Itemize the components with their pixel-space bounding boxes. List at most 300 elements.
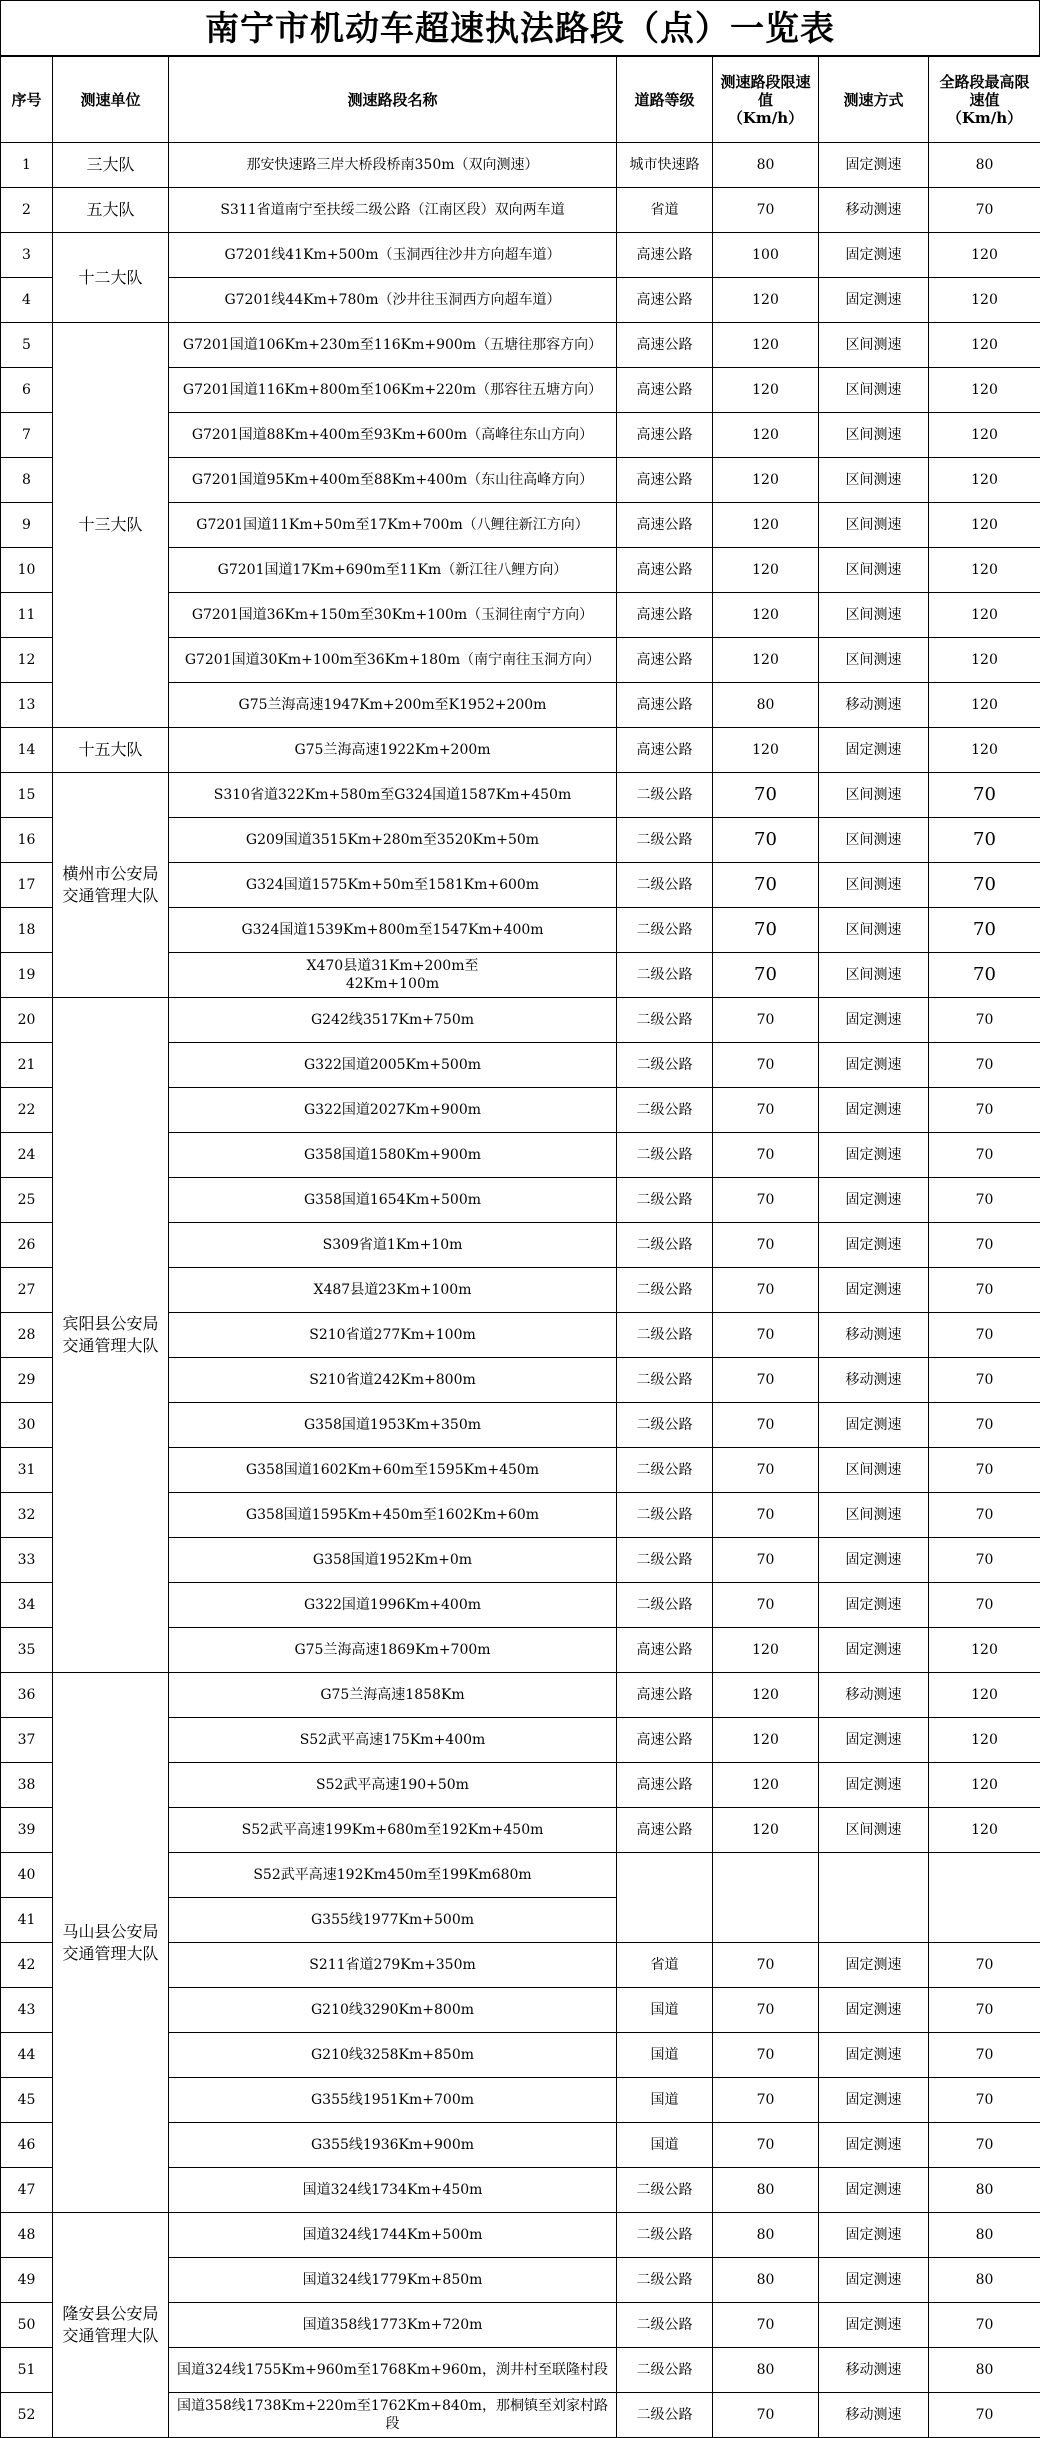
road-level: 二级公路	[617, 1358, 713, 1403]
speed-method: 区间测速	[819, 1808, 929, 1853]
speed-method: 区间测速	[819, 773, 929, 818]
section-limit: 80	[713, 2168, 819, 2213]
speed-method: 固定测速	[819, 2258, 929, 2303]
max-limit: 120	[929, 368, 1040, 413]
road-name: G358国道1595Km+450m至1602Km+60m	[169, 1493, 617, 1538]
road-name: G322国道1996Km+400m	[169, 1583, 617, 1628]
table-row	[1, 728, 1040, 773]
road-level: 二级公路	[617, 953, 713, 998]
speed-method: 固定测速	[819, 278, 929, 323]
road-level: 二级公路	[617, 998, 713, 1043]
section-limit: 70	[713, 2393, 819, 2438]
speed-method: 固定测速	[819, 2123, 929, 2168]
row-index: 33	[1, 1538, 53, 1583]
speed-method: 固定测速	[819, 233, 929, 278]
section-limit: 120	[713, 413, 819, 458]
road-level: 城市快速路	[617, 143, 713, 188]
max-limit: 120	[929, 1628, 1040, 1673]
row-index: 19	[1, 953, 53, 998]
table-row	[1, 2213, 1040, 2258]
row-index: 43	[1, 1988, 53, 2033]
row-index: 32	[1, 1493, 53, 1538]
max-limit: 70	[929, 998, 1040, 1043]
road-level: 二级公路	[617, 908, 713, 953]
max-limit: 70	[929, 863, 1040, 908]
road-level: 国道	[617, 2033, 713, 2078]
road-name: S310省道322Km+580m至G324国道1587Km+450m	[169, 773, 617, 818]
section-limit: 120	[713, 548, 819, 593]
road-name: G358国道1580Km+900m	[169, 1133, 617, 1178]
section-limit: 70	[713, 1583, 819, 1628]
road-level: 高速公路	[617, 1808, 713, 1853]
section-limit: 120	[713, 1808, 819, 1853]
max-limit: 70	[929, 2033, 1040, 2078]
section-limit: 70	[713, 1988, 819, 2033]
road-level: 二级公路	[617, 2258, 713, 2303]
speed-method: 移动测速	[819, 1673, 929, 1718]
section-limit: 120	[713, 728, 819, 773]
road-name: G209国道3515Km+280m至3520Km+50m	[169, 818, 617, 863]
max-limit: 120	[929, 593, 1040, 638]
unit-cell: 宾阳县公安局交通管理大队	[53, 998, 169, 1673]
table-row	[1, 233, 1040, 278]
road-level: 高速公路	[617, 233, 713, 278]
road-level: 二级公路	[617, 2348, 713, 2393]
section-limit: 120	[713, 593, 819, 638]
speed-method: 移动测速	[819, 188, 929, 233]
row-index: 5	[1, 323, 53, 368]
speed-method: 固定测速	[819, 1133, 929, 1178]
road-name: 国道324线1744Km+500m	[169, 2213, 617, 2258]
row-index: 27	[1, 1268, 53, 1313]
max-limit: 70	[929, 1448, 1040, 1493]
road-name: S52武平高速175Km+400m	[169, 1718, 617, 1763]
row-index: 50	[1, 2303, 53, 2348]
road-level: 二级公路	[617, 1133, 713, 1178]
row-index: 3	[1, 233, 53, 278]
max-limit: 80	[929, 2168, 1040, 2213]
section-limit: 120	[713, 1673, 819, 1718]
max-limit: 120	[929, 548, 1040, 593]
road-level: 省道	[617, 188, 713, 233]
row-index: 8	[1, 458, 53, 503]
row-index: 51	[1, 2348, 53, 2393]
speed-method: 移动测速	[819, 2348, 929, 2393]
header-index: 序号	[1, 57, 53, 143]
row-index: 6	[1, 368, 53, 413]
speed-method: 移动测速	[819, 1313, 929, 1358]
max-limit: 70	[929, 818, 1040, 863]
unit-cell: 五大队	[53, 188, 169, 233]
header-road-level: 道路等级	[617, 57, 713, 143]
row-index: 45	[1, 2078, 53, 2123]
speed-enforcement-table	[0, 56, 1040, 2438]
speed-method: 固定测速	[819, 2078, 929, 2123]
speed-method: 固定测速	[819, 2168, 929, 2213]
max-limit: 70	[929, 1358, 1040, 1403]
row-index: 36	[1, 1673, 53, 1718]
max-limit: 70	[929, 2078, 1040, 2123]
row-index: 16	[1, 818, 53, 863]
road-name: S211省道279Km+350m	[169, 1943, 617, 1988]
section-limit: 70	[713, 1043, 819, 1088]
speed-method: 固定测速	[819, 998, 929, 1043]
section-limit: 70	[713, 773, 819, 818]
road-level: 国道	[617, 2078, 713, 2123]
max-limit: 70	[929, 1403, 1040, 1448]
road-name: X487县道23Km+100m	[169, 1268, 617, 1313]
road-level: 高速公路	[617, 1718, 713, 1763]
road-level: 二级公路	[617, 773, 713, 818]
road-level: 高速公路	[617, 1673, 713, 1718]
section-limit: 70	[713, 1538, 819, 1583]
max-limit: 120	[929, 1808, 1040, 1853]
max-limit: 70	[929, 1538, 1040, 1583]
road-name: G75兰海高速1947Km+200m至K1952+200m	[169, 683, 617, 728]
road-level: 二级公路	[617, 1268, 713, 1313]
row-index: 47	[1, 2168, 53, 2213]
road-name: G355线1936Km+900m	[169, 2123, 617, 2168]
road-name: S210省道277Km+100m	[169, 1313, 617, 1358]
section-limit: 70	[713, 953, 819, 998]
speed-method: 固定测速	[819, 2213, 929, 2258]
unit-cell: 马山县公安局交通管理大队	[53, 1673, 169, 2213]
road-level: 高速公路	[617, 683, 713, 728]
road-level: 二级公路	[617, 2303, 713, 2348]
road-name: S52武平高速190+50m	[169, 1763, 617, 1808]
max-limit: 70	[929, 908, 1040, 953]
unit-cell: 十三大队	[53, 323, 169, 728]
speed-method: 固定测速	[819, 1403, 929, 1448]
row-index: 22	[1, 1088, 53, 1133]
section-limit: 70	[713, 818, 819, 863]
header-method: 测速方式	[819, 57, 929, 143]
table-row	[1, 188, 1040, 233]
road-name: G242线3517Km+750m	[169, 998, 617, 1043]
table-row	[1, 773, 1040, 818]
max-limit: 70	[929, 2123, 1040, 2168]
table-header	[1, 57, 1040, 143]
row-index: 9	[1, 503, 53, 548]
max-limit: 70	[929, 1133, 1040, 1178]
max-limit: 80	[929, 143, 1040, 188]
speed-method: 固定测速	[819, 2033, 929, 2078]
max-limit: 70	[929, 953, 1040, 998]
road-level: 二级公路	[617, 1583, 713, 1628]
road-name: S210省道242Km+800m	[169, 1358, 617, 1403]
speed-method: 区间测速	[819, 503, 929, 548]
section-limit: 120	[713, 1718, 819, 1763]
section-limit: 120	[713, 278, 819, 323]
road-level: 高速公路	[617, 368, 713, 413]
road-name: G210线3258Km+850m	[169, 2033, 617, 2078]
road-level: 高速公路	[617, 458, 713, 503]
section-limit: 70	[713, 1493, 819, 1538]
speed-method: 区间测速	[819, 863, 929, 908]
road-level: 二级公路	[617, 1178, 713, 1223]
speed-method: 区间测速	[819, 1448, 929, 1493]
row-index: 18	[1, 908, 53, 953]
road-name: G7201国道30Km+100m至36Km+180m（南宁南往玉洞方向）	[169, 638, 617, 683]
speed-method: 固定测速	[819, 1628, 929, 1673]
header-max-limit: 全路段最高限速值 （Km/h）	[929, 57, 1040, 143]
max-limit: 120	[929, 683, 1040, 728]
road-name: G75兰海高速1858Km	[169, 1673, 617, 1718]
road-level: 二级公路	[617, 1043, 713, 1088]
speed-method: 固定测速	[819, 143, 929, 188]
section-limit: 120	[713, 368, 819, 413]
max-limit: 70	[929, 1493, 1040, 1538]
section-limit	[713, 1853, 819, 1943]
speed-method: 固定测速	[819, 1223, 929, 1268]
road-name: S52武平高速199Km+680m至192Km+450m	[169, 1808, 617, 1853]
max-limit: 80	[929, 2213, 1040, 2258]
max-limit: 70	[929, 2393, 1040, 2438]
section-limit: 70	[713, 1943, 819, 1988]
road-name: G355线1951Km+700m	[169, 2078, 617, 2123]
section-limit: 70	[713, 1358, 819, 1403]
row-index: 15	[1, 773, 53, 818]
road-name: G7201国道95Km+400m至88Km+400m（东山往高峰方向）	[169, 458, 617, 503]
road-level: 二级公路	[617, 1538, 713, 1583]
row-index: 46	[1, 2123, 53, 2168]
row-index: 28	[1, 1313, 53, 1358]
row-index: 42	[1, 1943, 53, 1988]
row-index: 10	[1, 548, 53, 593]
road-name: G358国道1602Km+60m至1595Km+450m	[169, 1448, 617, 1493]
road-level: 二级公路	[617, 2213, 713, 2258]
section-limit: 120	[713, 323, 819, 368]
speed-method: 固定测速	[819, 1043, 929, 1088]
road-level: 二级公路	[617, 1313, 713, 1358]
speed-method: 固定测速	[819, 1583, 929, 1628]
road-name: G355线1977Km+500m	[169, 1898, 617, 1943]
speed-method: 区间测速	[819, 548, 929, 593]
row-index: 34	[1, 1583, 53, 1628]
row-index: 35	[1, 1628, 53, 1673]
road-name: 国道324线1779Km+850m	[169, 2258, 617, 2303]
speed-method	[819, 1853, 929, 1943]
max-limit: 120	[929, 1673, 1040, 1718]
unit-cell: 十五大队	[53, 728, 169, 773]
road-level	[617, 1853, 713, 1943]
max-limit: 120	[929, 278, 1040, 323]
section-limit: 70	[713, 998, 819, 1043]
section-limit: 70	[713, 1268, 819, 1313]
row-index: 14	[1, 728, 53, 773]
table-row	[1, 1673, 1040, 1718]
row-index: 24	[1, 1133, 53, 1178]
max-limit: 120	[929, 728, 1040, 773]
unit-cell: 十二大队	[53, 233, 169, 323]
road-name: X470县道31Km+200m至 42Km+100m	[169, 953, 617, 998]
speed-method: 固定测速	[819, 728, 929, 773]
road-name: S52武平高速192Km450m至199Km680m	[169, 1853, 617, 1898]
speed-method: 区间测速	[819, 593, 929, 638]
max-limit: 120	[929, 233, 1040, 278]
page-title: 南宁市机动车超速执法路段（点）一览表	[0, 0, 1040, 56]
road-level: 二级公路	[617, 1223, 713, 1268]
max-limit: 70	[929, 1043, 1040, 1088]
row-index: 17	[1, 863, 53, 908]
section-limit: 100	[713, 233, 819, 278]
table-body	[1, 143, 1040, 2438]
road-level: 二级公路	[617, 2168, 713, 2213]
max-limit: 120	[929, 458, 1040, 503]
section-limit: 80	[713, 2213, 819, 2258]
road-level: 高速公路	[617, 638, 713, 683]
header-unit: 测速单位	[53, 57, 169, 143]
road-name: G7201国道106Km+230m至116Km+900m（五塘往那容方向）	[169, 323, 617, 368]
max-limit: 120	[929, 1763, 1040, 1808]
row-index: 37	[1, 1718, 53, 1763]
road-level: 二级公路	[617, 2393, 713, 2438]
speed-method: 区间测速	[819, 638, 929, 683]
section-limit: 70	[713, 2078, 819, 2123]
road-name: G322国道2005Km+500m	[169, 1043, 617, 1088]
max-limit: 70	[929, 1988, 1040, 2033]
section-limit: 70	[713, 188, 819, 233]
speed-method: 固定测速	[819, 1538, 929, 1583]
row-index: 1	[1, 143, 53, 188]
speed-method: 固定测速	[819, 1763, 929, 1808]
road-level: 二级公路	[617, 1403, 713, 1448]
section-limit: 70	[713, 908, 819, 953]
road-name: G7201国道88Km+400m至93Km+600m（高峰往东山方向）	[169, 413, 617, 458]
road-level: 高速公路	[617, 593, 713, 638]
section-limit: 120	[713, 458, 819, 503]
max-limit: 120	[929, 413, 1040, 458]
speed-method: 固定测速	[819, 1178, 929, 1223]
max-limit: 70	[929, 1268, 1040, 1313]
section-limit: 70	[713, 2303, 819, 2348]
max-limit: 70	[929, 1943, 1040, 1988]
section-limit: 70	[713, 1088, 819, 1133]
row-index: 12	[1, 638, 53, 683]
row-index: 31	[1, 1448, 53, 1493]
section-limit: 70	[713, 1448, 819, 1493]
speed-method: 固定测速	[819, 2303, 929, 2348]
row-index: 44	[1, 2033, 53, 2078]
road-name: 国道358线1773Km+720m	[169, 2303, 617, 2348]
speed-method: 区间测速	[819, 368, 929, 413]
road-name: G7201国道116Km+800m至106Km+220m（那容往五塘方向）	[169, 368, 617, 413]
road-name: 国道358线1738Km+220m至1762Km+840m，那桐镇至刘家村路段	[169, 2393, 617, 2438]
road-level: 国道	[617, 2123, 713, 2168]
road-name: G7201国道17Km+690m至11Km（新江往八鲤方向）	[169, 548, 617, 593]
max-limit: 70	[929, 1223, 1040, 1268]
row-index: 21	[1, 1043, 53, 1088]
road-name: G358国道1654Km+500m	[169, 1178, 617, 1223]
road-name: G75兰海高速1922Km+200m	[169, 728, 617, 773]
speed-method: 区间测速	[819, 908, 929, 953]
road-name: G358国道1952Km+0m	[169, 1538, 617, 1583]
unit-cell: 横州市公安局交通管理大队	[53, 773, 169, 998]
road-name: G7201国道11Km+50m至17Km+700m（八鲤往新江方向）	[169, 503, 617, 548]
max-limit: 120	[929, 503, 1040, 548]
row-index: 25	[1, 1178, 53, 1223]
speed-method: 区间测速	[819, 323, 929, 368]
section-limit: 70	[713, 1178, 819, 1223]
road-name: G75兰海高速1869Km+700m	[169, 1628, 617, 1673]
row-index: 48	[1, 2213, 53, 2258]
section-limit: 120	[713, 638, 819, 683]
road-level: 高速公路	[617, 1628, 713, 1673]
road-level: 高速公路	[617, 1763, 713, 1808]
road-level: 高速公路	[617, 323, 713, 368]
road-level: 高速公路	[617, 503, 713, 548]
speed-method: 固定测速	[819, 1088, 929, 1133]
section-limit: 80	[713, 683, 819, 728]
road-name: 国道324线1734Km+450m	[169, 2168, 617, 2213]
speed-method: 区间测速	[819, 818, 929, 863]
max-limit: 70	[929, 1088, 1040, 1133]
row-index: 7	[1, 413, 53, 458]
speed-method: 移动测速	[819, 683, 929, 728]
table-row	[1, 143, 1040, 188]
section-limit: 120	[713, 1628, 819, 1673]
section-limit: 70	[713, 2123, 819, 2168]
road-level: 二级公路	[617, 863, 713, 908]
table-row	[1, 998, 1040, 1043]
row-index: 39	[1, 1808, 53, 1853]
road-name: S311省道南宁至扶绥二级公路（江南区段）双向两车道	[169, 188, 617, 233]
max-limit: 80	[929, 2348, 1040, 2393]
speed-method: 移动测速	[819, 1358, 929, 1403]
road-name: G358国道1953Km+350m	[169, 1403, 617, 1448]
speed-method: 固定测速	[819, 1718, 929, 1763]
road-name: G7201国道36Km+150m至30Km+100m（玉洞往南宁方向）	[169, 593, 617, 638]
row-index: 38	[1, 1763, 53, 1808]
speed-method: 区间测速	[819, 1493, 929, 1538]
road-name: 国道324线1755Km+960m至1768Km+960m，渕井村至联隆村段	[169, 2348, 617, 2393]
row-index: 40	[1, 1853, 53, 1898]
max-limit: 70	[929, 773, 1040, 818]
speed-method: 区间测速	[819, 953, 929, 998]
max-limit	[929, 1853, 1040, 1943]
max-limit: 120	[929, 638, 1040, 683]
speed-method: 区间测速	[819, 458, 929, 503]
road-name: G324国道1539Km+800m至1547Km+400m	[169, 908, 617, 953]
road-level: 省道	[617, 1943, 713, 1988]
section-limit: 80	[713, 2348, 819, 2393]
road-level: 高速公路	[617, 728, 713, 773]
section-limit: 120	[713, 503, 819, 548]
speed-method: 区间测速	[819, 413, 929, 458]
row-index: 26	[1, 1223, 53, 1268]
section-limit: 120	[713, 1763, 819, 1808]
row-index: 29	[1, 1358, 53, 1403]
road-level: 二级公路	[617, 1448, 713, 1493]
row-index: 20	[1, 998, 53, 1043]
row-index: 30	[1, 1403, 53, 1448]
speed-method: 固定测速	[819, 1268, 929, 1313]
section-limit: 70	[713, 2033, 819, 2078]
speed-method: 移动测速	[819, 2393, 929, 2438]
road-name: G322国道2027Km+900m	[169, 1088, 617, 1133]
max-limit: 80	[929, 2258, 1040, 2303]
road-level: 二级公路	[617, 1088, 713, 1133]
max-limit: 70	[929, 2303, 1040, 2348]
road-level: 国道	[617, 1988, 713, 2033]
section-limit: 70	[713, 1403, 819, 1448]
road-level: 二级公路	[617, 818, 713, 863]
road-name: G210线3290Km+800m	[169, 1988, 617, 2033]
road-name: 那安快速路三岸大桥段桥南350m（双向测速）	[169, 143, 617, 188]
row-index: 52	[1, 2393, 53, 2438]
row-index: 4	[1, 278, 53, 323]
row-index: 49	[1, 2258, 53, 2303]
